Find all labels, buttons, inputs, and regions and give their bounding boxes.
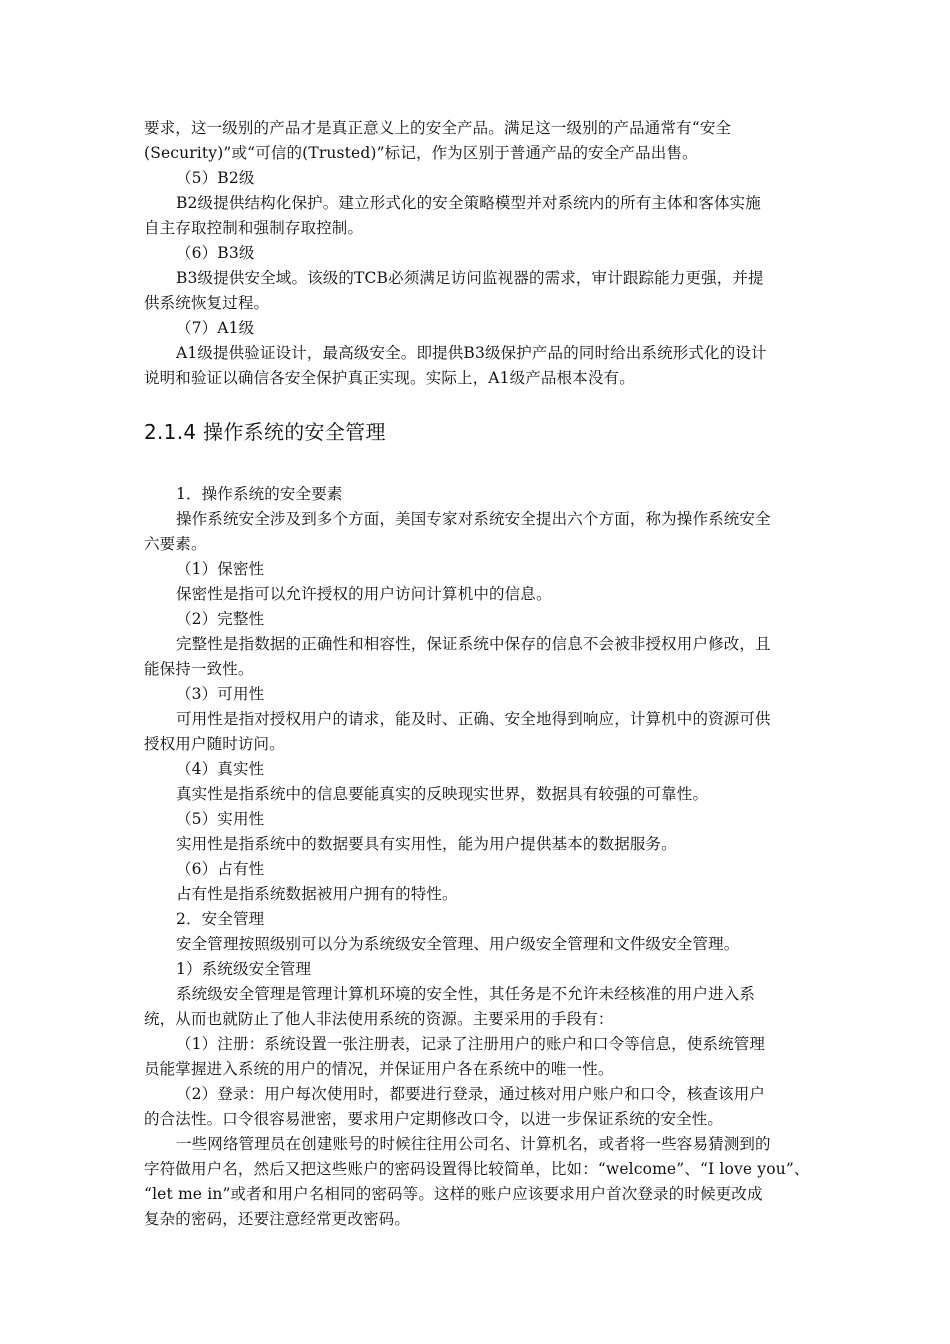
paragraph-line: 统，从而也就防止了他人非法使用系统的资源。主要采用的手段有：	[144, 1010, 614, 1028]
paragraph-line: 供系统恢复过程。	[144, 294, 270, 312]
paragraph-line: 可用性是指对授权用户的请求，能及时、正确、安全地得到响应，计算机中的资源可供	[176, 710, 771, 728]
subheading-b2: （5）B2级	[176, 169, 255, 187]
subheading-security-elements: 1．操作系统的安全要素	[176, 485, 343, 503]
paragraph-line: 真实性是指系统中的信息要能真实的反映现实世界，数据具有较强的可靠性。	[176, 785, 709, 803]
subheading-possession: （6）占有性	[176, 860, 265, 878]
paragraph-line: （2）登录：用户每次使用时，都要进行登录，通过核对用户账户和口令，核查该用户	[176, 1085, 766, 1103]
paragraph-line: 实用性是指系统中的数据要具有实用性，能为用户提供基本的数据服务。	[176, 835, 677, 853]
paragraph-line: 一些网络管理员在创建账号的时候往往用公司名、计算机名，或者将一些容易猜测到的	[176, 1135, 771, 1153]
paragraph-line: 能保持一致性。	[144, 660, 254, 678]
paragraph-line: 六要素。	[144, 535, 207, 553]
subheading-security-management: 2．安全管理	[176, 910, 265, 928]
paragraph-line: 字符做用户名，然后又把这些账户的密码设置得比较简单，比如：“welcome”、“I love you”、	[144, 1160, 810, 1178]
paragraph-line: 占有性是指系统数据被用户拥有的特性。	[176, 885, 458, 903]
paragraph-line: 系统级安全管理是管理计算机环境的安全性，其任务是不允许未经核准的用户进入系	[176, 985, 756, 1003]
paragraph-line: 的合法性。口令很容易泄密，要求用户定期修改口令，以进一步保证系统的安全性。	[144, 1110, 724, 1128]
subheading-integrity: （2）完整性	[176, 610, 265, 628]
paragraph-line: 说明和验证以确信各安全保护真正实现。实际上，A1级产品根本没有。	[144, 369, 635, 387]
subheading-availability: （3）可用性	[176, 685, 265, 703]
paragraph-line: B3级提供安全域。该级的TCB必须满足访问监视器的需求，审计跟踪能力更强，并提	[176, 269, 764, 287]
paragraph-line: （1）注册：系统设置一张注册表，记录了注册用户的账户和口令等信息，使系统管理	[176, 1035, 766, 1053]
paragraph-line: “let me in”或者和用户名相同的密码等。这样的账户应该要求用户首次登录的时候更改成	[144, 1185, 763, 1203]
subheading-confidentiality: （1）保密性	[176, 560, 265, 578]
paragraph-line: B2级提供结构化保护。建立形式化的安全策略模型并对系统内的所有主体和客体实施	[176, 194, 761, 212]
subheading-a1: （7）A1级	[176, 319, 255, 337]
paragraph-line: 员能掌握进入系统的用户的情况，并保证用户各在系统中的唯一性。	[144, 1060, 614, 1078]
paragraph-line: A1级提供验证设计，最高级安全。即提供B3级保护产品的同时给出系统形式化的设计	[176, 344, 767, 362]
paragraph-line: 操作系统安全涉及到多个方面，美国专家对系统安全提出六个方面，称为操作系统安全	[176, 510, 771, 528]
subheading-system-level: 1）系统级安全管理	[176, 960, 312, 978]
paragraph-line: 保密性是指可以允许授权的用户访问计算机中的信息。	[176, 585, 552, 603]
paragraph-line: 安全管理按照级别可以分为系统级安全管理、用户级安全管理和文件级安全管理。	[176, 935, 740, 953]
paragraph-line: 完整性是指数据的正确性和相容性，保证系统中保存的信息不会被非授权用户修改，且	[176, 635, 771, 653]
paragraph-line: 授权用户随时访问。	[144, 735, 285, 753]
subheading-authenticity: （4）真实性	[176, 760, 265, 778]
subheading-utility: （5）实用性	[176, 810, 265, 828]
paragraph-line: 自主存取控制和强制存取控制。	[144, 219, 364, 237]
paragraph-line: (Security)”或“可信的(Trusted)”标记，作为区别于普通产品的安全产品出售。	[144, 144, 698, 162]
subheading-b3: （6）B3级	[176, 244, 255, 262]
paragraph-line: 复杂的密码，还要注意经常更改密码。	[144, 1210, 411, 1228]
paragraph-line: 要求，这一级别的产品才是真正意义上的安全产品。满足这一级别的产品通常有“安全	[144, 119, 732, 137]
section-heading: 2.1.4 操作系统的安全管理	[144, 420, 386, 444]
